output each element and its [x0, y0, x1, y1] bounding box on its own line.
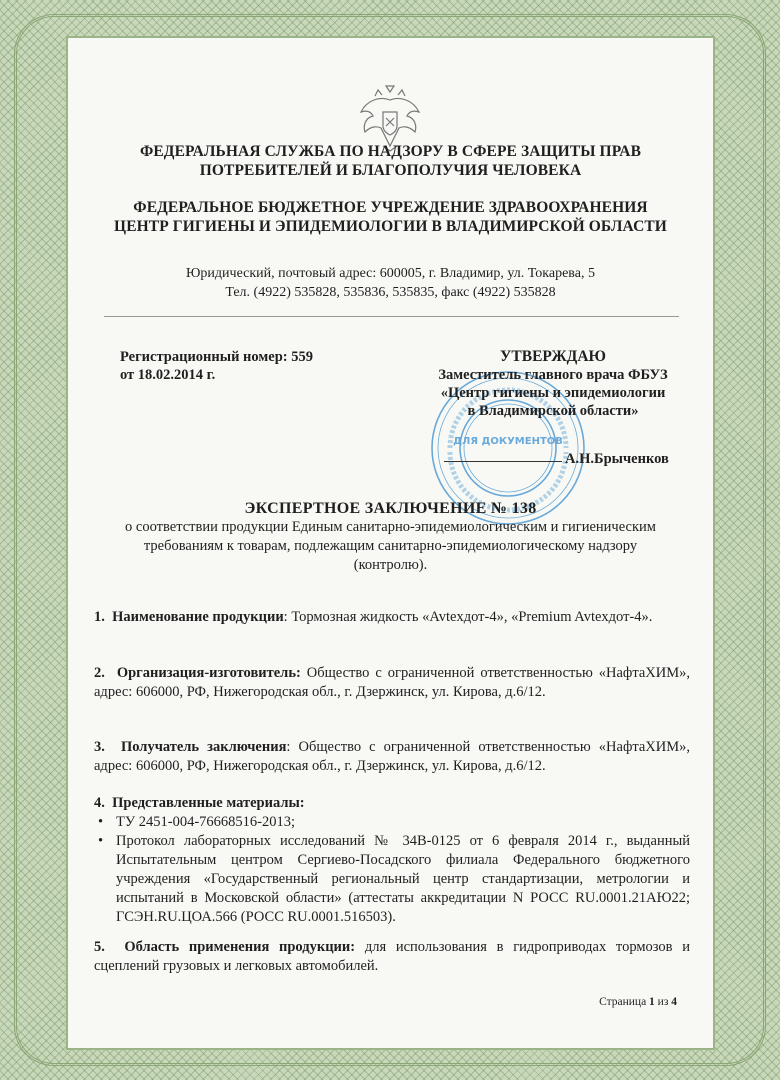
section-1	[94, 608, 690, 627]
institution-line-2: ЦЕНТР ГИГИЕНЫ И ЭПИДЕМИОЛОГИИ В ВЛАДИМИРСКОЙ ОБЛАСТИ	[114, 218, 667, 235]
document-title: ЭКСПЕРТНОЕ ЗАКЛЮЧЕНИЕ № 138	[244, 500, 537, 517]
section-1-number: 1.	[94, 609, 105, 625]
section-2-text: Общество с ограниченной ответственностью «НафтаХИМ», адрес: 606000, РФ, Нижегородская обл., г. Дзержинск, ул. Кирова, д.6/12.	[94, 665, 690, 700]
approval-heading: УТВЕРЖДАЮ	[500, 348, 606, 365]
document-body	[68, 38, 713, 1048]
section-4	[94, 794, 690, 927]
section-3-number: 3.	[94, 739, 105, 755]
institution-line-1: ФЕДЕРАЛЬНОЕ БЮДЖЕТНОЕ УЧРЕЖДЕНИЕ ЗДРАВООХРАНЕНИЯ	[133, 199, 648, 216]
registration-date: от 18.02.2014 г.	[120, 367, 216, 383]
institution-header	[88, 198, 693, 236]
section-3-text: : Общество с ограниченной ответственностью «НафтаХИМ», адрес: 606000, РФ, Нижегородская обл., г. Дзержинск, ул. Кирова, д.6/12.	[94, 739, 690, 774]
section-3	[94, 738, 690, 776]
signature-line	[444, 461, 562, 462]
agency-line-2: ПОТРЕБИТЕЛЕЙ И БЛАГОПОЛУЧИЯ ЧЕЛОВЕКА	[199, 162, 582, 179]
agency-header	[88, 142, 693, 180]
section-2	[94, 664, 690, 702]
section-5	[94, 938, 690, 976]
approval-block	[428, 348, 678, 420]
section-3-label: Получатель заключения	[120, 739, 287, 755]
page-footer	[599, 996, 677, 1008]
section-1-text: : Тормозная жидкость «Avtexдот-4», «Premium Avtexдот-4».	[283, 609, 653, 625]
section-4-number: 4.	[94, 795, 105, 811]
page-number: 1	[649, 996, 655, 1008]
section-4-item-1: • ТУ 2451-004-76668516-2013;	[94, 813, 690, 832]
document-subtitle-1: о соответствии продукции Единым санитарно-эпидемиологическим и гигиеническим	[125, 519, 656, 535]
stamp-text: ДЛЯ ДОКУМЕНТОВ	[453, 436, 563, 447]
section-1-label: Наименование продукции	[112, 609, 284, 625]
address-line: Юридический, почтовый адрес: 600005, г. Владимир, ул. Токарева, 5	[186, 266, 595, 281]
registration-number: Регистрационный номер: 559	[120, 349, 313, 365]
document-subtitle-2: требованиям к товарам, подлежащим санитарно-эпидемиологическому надзору	[143, 538, 638, 554]
section-5-text: для использования в гидроприводах тормозов и сцеплений грузовых и легковых автомобилей.	[94, 939, 691, 974]
section-2-number: 2.	[94, 665, 105, 681]
contacts-block	[88, 264, 693, 302]
header-divider	[104, 316, 679, 317]
section-4-item-2: • Протокол лабораторных исследований № 34В-0125 от 6 февраля 2014 г., выданный Испытательным центром Сергиево-Посадского филиала Федерального бюджетного учреждения «Государственный региональный центр стандартизации, метрологии и испытаний в Московской области» (аттестаты аккредитации N РОСС RU.0001.21АЮ22; ГСЭН.RU.ЦОА.566 (РОСС RU.0001.516503).	[94, 832, 690, 927]
section-2-label: Организация-изготовитель:	[116, 665, 301, 681]
section-4-label: Представленные материалы:	[112, 795, 305, 811]
page-of-label: из	[657, 996, 669, 1008]
document-paper	[68, 38, 713, 1048]
agency-line-1: ФЕДЕРАЛЬНАЯ СЛУЖБА ПО НАДЗОРУ В СФЕРЕ ЗАЩИТЫ ПРАВ	[139, 143, 642, 160]
approval-line-2: «Центр гигиены и эпидемиологии	[440, 385, 666, 401]
phone-line: Тел. (4922) 535828, 535836, 535835, факс (4922) 535828	[225, 285, 556, 300]
signer-name: А.Н.Брыченков	[565, 451, 669, 467]
section-5-label: Область применения продукции:	[124, 939, 356, 955]
registration-block	[120, 348, 313, 384]
approval-line-3: в Владимирской области»	[467, 403, 639, 419]
document-title-block	[88, 500, 693, 575]
approval-line-1: Заместитель главного врача ФБУЗ	[438, 367, 668, 383]
section-5-number: 5.	[94, 939, 105, 955]
page-total: 4	[671, 996, 677, 1008]
document-subtitle-3: (контролю).	[353, 557, 428, 573]
page-label: Страница	[599, 996, 647, 1008]
